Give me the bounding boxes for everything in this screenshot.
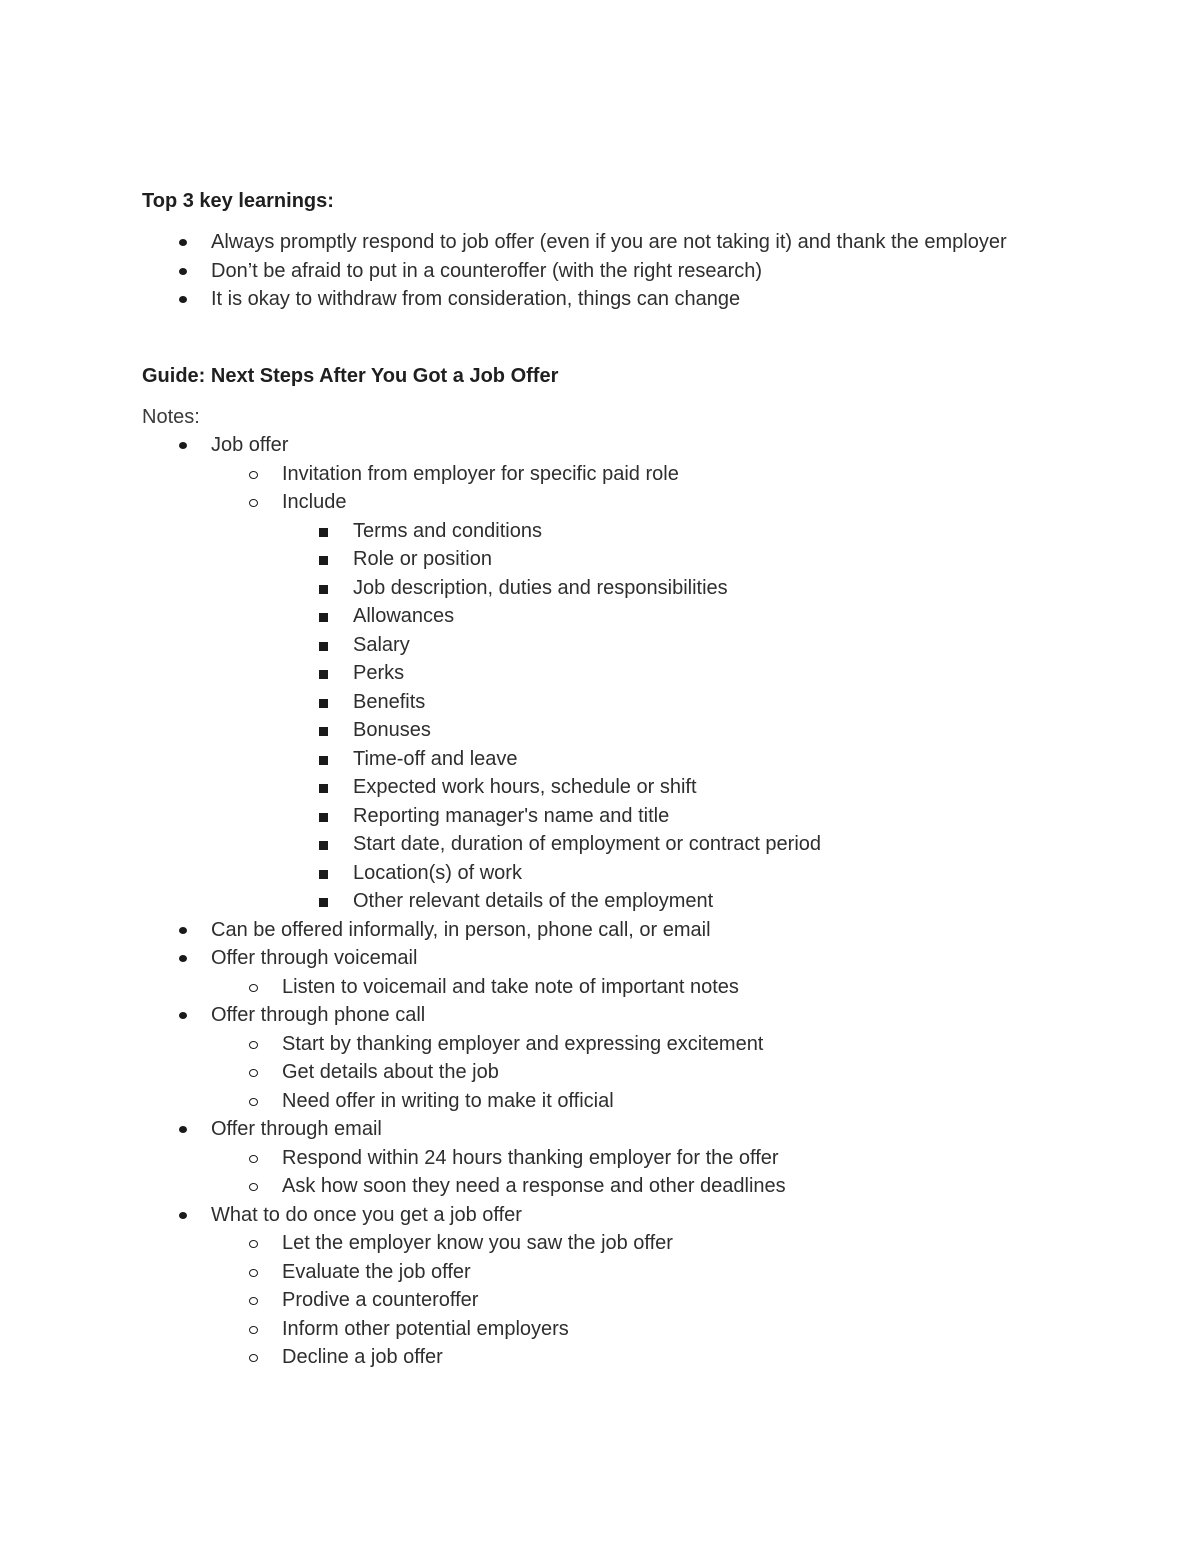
list-item: Terms and conditions xyxy=(282,517,1042,546)
list-item: Evaluate the job offer xyxy=(211,1258,1042,1287)
list-item-label: Job offer xyxy=(211,434,289,456)
list-item-job-offer xyxy=(142,431,1042,460)
list-item: Inform other potential employers xyxy=(211,1315,1042,1344)
list-item: Start date, duration of employment or contract period xyxy=(282,830,1042,859)
list-item: Salary xyxy=(282,631,1042,660)
what-to-do-sublist xyxy=(211,1229,1042,1372)
email-sublist xyxy=(211,1144,1042,1201)
key-learnings-list xyxy=(142,228,1042,314)
list-item: Don’t be afraid to put in a counteroffer (with the right research) xyxy=(142,257,1042,286)
list-item: Offer through voicemail xyxy=(142,944,1042,973)
notes-list xyxy=(142,431,1042,460)
list-item: Offer through phone call xyxy=(142,1001,1042,1030)
email-list xyxy=(142,1115,1042,1144)
list-item: Listen to voicemail and take note of important notes xyxy=(211,973,1042,1002)
list-item: Prodive a counteroffer xyxy=(211,1286,1042,1315)
list-item: Role or position xyxy=(282,545,1042,574)
job-offer-sublist xyxy=(211,460,1042,517)
list-item: Can be offered informally, in person, phone call, or email xyxy=(142,916,1042,945)
notes-list-continued xyxy=(142,916,1042,973)
list-item-label: Include xyxy=(282,491,347,513)
notes-label: Notes: xyxy=(142,405,200,428)
list-item: Get details about the job xyxy=(211,1058,1042,1087)
list-item: Job description, duties and responsibilities xyxy=(282,574,1042,603)
guide-heading: Guide: Next Steps After You Got a Job Offer xyxy=(142,364,559,387)
list-item: Offer through email xyxy=(142,1115,1042,1144)
list-item: Invitation from employer for specific paid role xyxy=(211,460,1042,489)
list-item: Time-off and leave xyxy=(282,745,1042,774)
list-item: Benefits xyxy=(282,688,1042,717)
key-learnings-heading: Top 3 key learnings: xyxy=(142,190,334,212)
phone-list xyxy=(142,1001,1042,1030)
list-item: Always promptly respond to job offer (even if you are not taking it) and thank the employer xyxy=(142,228,1042,257)
list-item: Expected work hours, schedule or shift xyxy=(282,773,1042,802)
list-item: Allowances xyxy=(282,602,1042,631)
phone-sublist xyxy=(211,1030,1042,1116)
list-item-include xyxy=(211,488,1042,517)
list-item: Perks xyxy=(282,659,1042,688)
list-item: Reporting manager's name and title xyxy=(282,802,1042,831)
document-page xyxy=(142,186,1042,1372)
list-item: Respond within 24 hours thanking employer for the offer xyxy=(211,1144,1042,1173)
what-to-do-list xyxy=(142,1201,1042,1230)
voicemail-sublist xyxy=(211,973,1042,1002)
list-item: Ask how soon they need a response and other deadlines xyxy=(211,1172,1042,1201)
list-item: Start by thanking employer and expressing excitement xyxy=(211,1030,1042,1059)
list-item: Decline a job offer xyxy=(211,1343,1042,1372)
list-item: Need offer in writing to make it official xyxy=(211,1087,1042,1116)
list-item: Location(s) of work xyxy=(282,859,1042,888)
list-item: It is okay to withdraw from consideration, things can change xyxy=(142,285,1042,314)
list-item: Bonuses xyxy=(282,716,1042,745)
list-item: Other relevant details of the employment xyxy=(282,887,1042,916)
include-sublist xyxy=(282,517,1042,916)
list-item: Let the employer know you saw the job offer xyxy=(211,1229,1042,1258)
list-item: What to do once you get a job offer xyxy=(142,1201,1042,1230)
